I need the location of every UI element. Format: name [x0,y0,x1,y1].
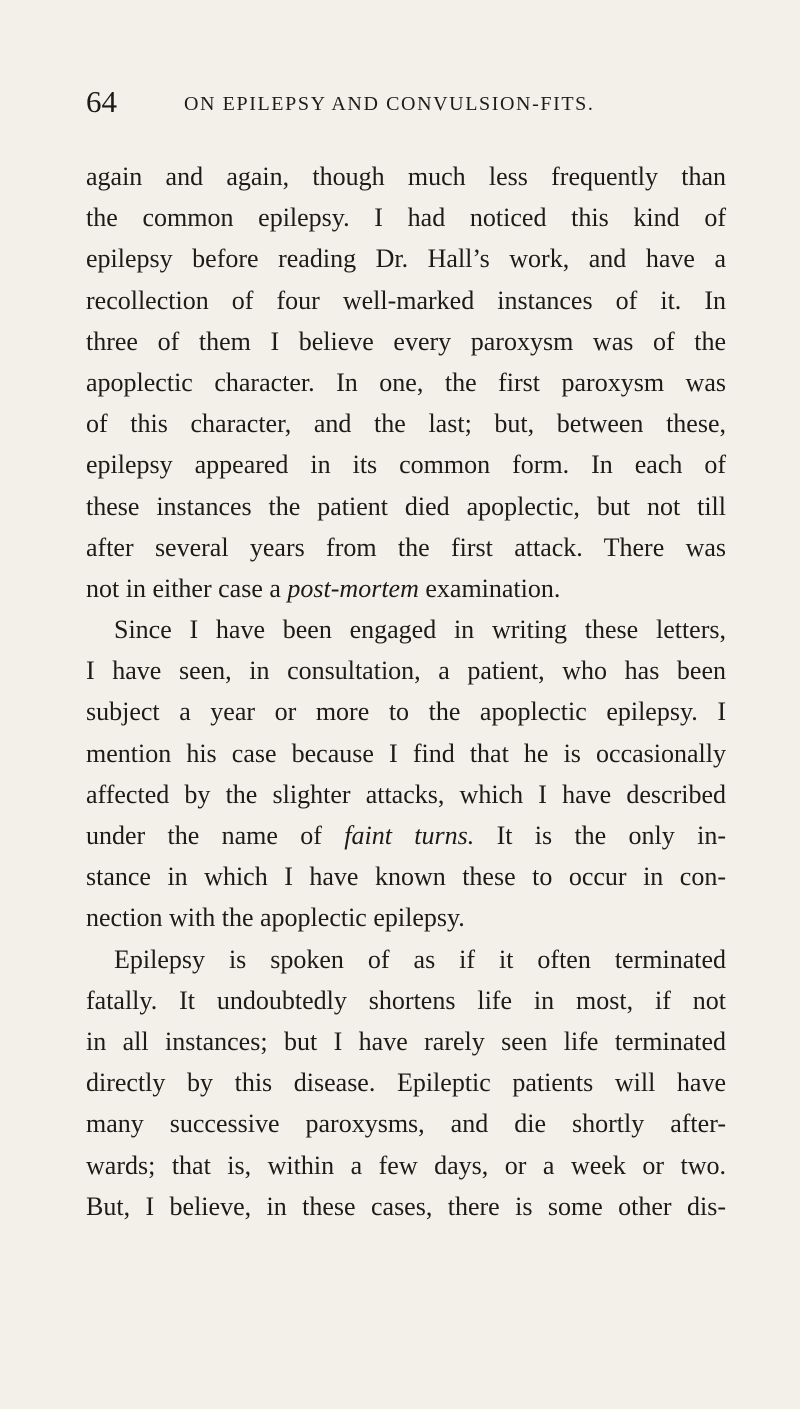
page-number: 64 [86,84,117,119]
italic-phrase: post-mortem [287,573,419,603]
text-line: these instances the patient died apoplectic, but not till [86,491,726,521]
text-line: the common epilepsy. I had noticed this kind of [86,203,726,233]
text-line: But, I believe, in these cases, there is some other dis- [86,1191,726,1221]
text-line: after several years from the first attack. There was [86,532,726,562]
text-line: of this character, and the last; but, between these, [86,409,726,439]
paragraph-start-line: Since I have been engaged in writing these letters, [114,615,726,645]
text-line: apoplectic character. In one, the first paroxysm was [86,367,726,397]
body-text [86,156,726,1227]
text-line: nection with the apoplectic epilepsy. [86,903,465,933]
page-header [86,84,686,124]
text-line: affected by the slighter attacks, which I have described [86,779,726,809]
text-line: under the name of faint turns. It is the only in- [86,821,726,850]
italic-phrase: faint turns. [344,821,475,850]
text-line: fatally. It undoubtedly shortens life in most, if not [86,985,726,1015]
text-line: I have seen, in consultation, a patient, who has been [86,656,726,686]
text-line: three of them I believe every paroxysm was of the [86,326,726,356]
text-line: again and again, though much less frequently than [86,162,726,191]
text-line: in all instances; but I have rarely seen life terminated [86,1026,726,1056]
running-head: ON EPILEPSY AND CONVULSION-FITS. [184,93,595,115]
text-line: not in either case a post-mortem examination. [86,573,561,603]
text-line: subject a year or more to the apoplectic epilepsy. I [86,697,726,727]
paragraph-start-line: Epilepsy is spoken of as if it often terminated [114,944,726,974]
text-line: recollection of four well-marked instances of it. In [86,285,726,315]
text-line: mention his case because I find that he is occasionally [86,738,726,768]
text-line: wards; that is, within a few days, or a week or two. [86,1150,726,1180]
text-line: epilepsy before reading Dr. Hall’s work, and have a [86,244,726,274]
text-line: many successive paroxysms, and die shortly after- [86,1109,726,1139]
text-line: stance in which I have known these to occur in con- [86,862,726,892]
text-line: directly by this disease. Epileptic patients will have [86,1068,726,1098]
text-line: epilepsy appeared in its common form. In each of [86,450,726,480]
